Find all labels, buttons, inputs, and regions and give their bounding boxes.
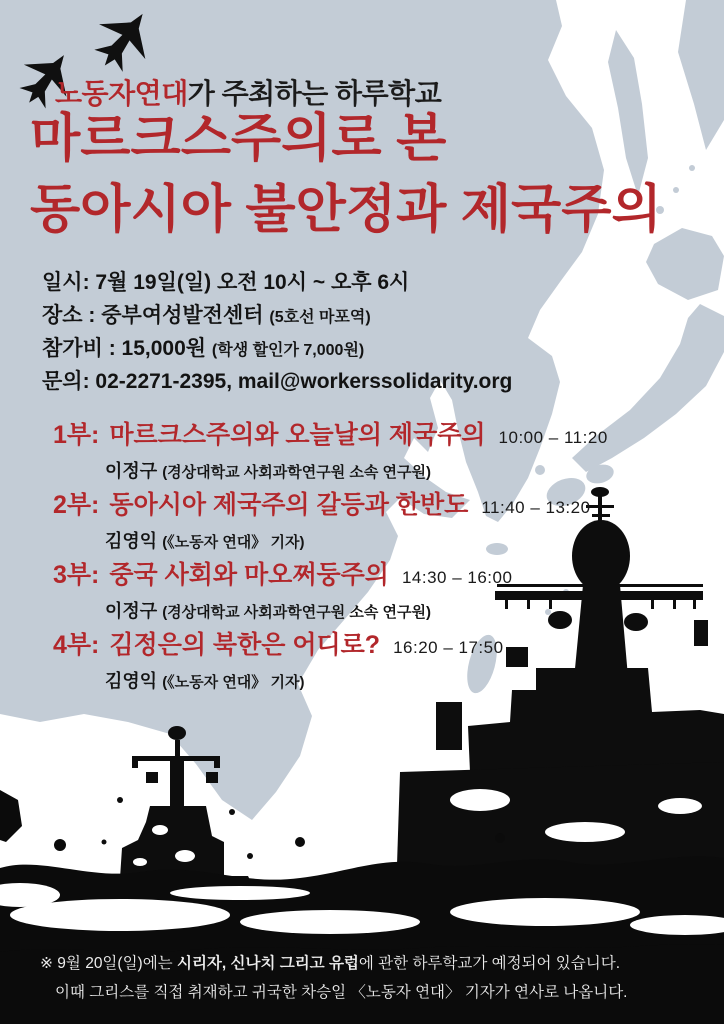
info-value: 02-2271-2395, mail@workerssolidarity.org <box>95 370 513 393</box>
poster-title <box>30 104 662 246</box>
info-value: 7월 19일(일) 오전 10시 ~ 오후 6시 <box>95 271 410 294</box>
info-row-date <box>42 266 512 299</box>
organizer-rest: 가 주최하는 하루학교 <box>187 78 442 109</box>
session-time: 14:30 – 16:00 <box>401 568 513 587</box>
poster-title-line2: 동아시아 불안정과 제국주의 <box>30 181 662 239</box>
speaker-name: 이정구 <box>105 461 158 481</box>
session-number: 1부: <box>53 421 100 449</box>
organizer-name: 노동자연대 <box>55 78 188 109</box>
info-row-contact <box>42 365 512 398</box>
event-info <box>42 266 512 398</box>
session-title: 동아시아 제국주의 갈등과 한반도 <box>109 491 469 519</box>
poster-title-line1: 마르크스주의로 본 <box>30 110 447 168</box>
footer-note-line2: 이때 그리스를 직접 취재하고 귀국한 차승일 〈노동자 연대〉 기자가 연사로 나옵니다. <box>55 984 628 1001</box>
session-3 <box>53 560 608 630</box>
session-2 <box>53 490 608 560</box>
session-number: 3부: <box>53 561 100 589</box>
session-title: 중국 사회와 마오쩌둥주의 <box>109 561 389 589</box>
footer-text: 에 관한 하루학교가 예정되어 있습니다. <box>358 955 621 972</box>
session-2-title-line <box>53 490 608 523</box>
session-4-speaker <box>105 667 608 693</box>
info-row-venue <box>42 299 512 332</box>
session-1 <box>53 420 608 490</box>
session-1-title-line <box>53 420 608 453</box>
session-2-speaker <box>105 527 608 553</box>
speaker-note: (경상대학교 사회과학연구원 소속 연구원) <box>162 464 432 481</box>
info-label: 장소 : <box>42 304 96 327</box>
speaker-note: (경상대학교 사회과학연구원 소속 연구원) <box>162 604 432 621</box>
session-time: 10:00 – 11:20 <box>498 428 608 447</box>
session-title: 마르크스주의와 오늘날의 제국주의 <box>109 421 486 449</box>
footer-note <box>40 949 627 1007</box>
speaker-note: (《노동자 연대》 기자) <box>162 674 305 691</box>
footer-text: ※ 9월 20일(일)에는 <box>40 955 177 972</box>
session-number: 4부: <box>53 631 100 659</box>
info-value: 15,000원 <box>121 337 207 360</box>
info-label: 참가비 : <box>42 337 116 360</box>
info-note: (5호선 마포역) <box>269 309 371 326</box>
footer-note-line1 <box>40 949 627 978</box>
session-3-title-line <box>53 560 608 593</box>
session-3-speaker <box>105 597 608 623</box>
info-note: (학생 할인가 7,000원) <box>211 342 365 359</box>
info-label: 문의: <box>42 370 90 393</box>
session-time: 16:20 – 17:50 <box>393 638 504 657</box>
info-label: 일시: <box>42 271 90 294</box>
info-row-fee <box>42 332 512 365</box>
session-4-title-line <box>53 630 608 663</box>
speaker-note: (《노동자 연대》 기자) <box>162 534 305 551</box>
session-number: 2부: <box>53 491 100 519</box>
speaker-name: 김영익 <box>105 531 158 551</box>
program-schedule <box>53 420 608 700</box>
footer-text-bold: 시리자, 신나치 그리고 유럽 <box>176 955 359 972</box>
speaker-name: 이정구 <box>105 601 158 621</box>
session-1-speaker <box>105 457 608 483</box>
info-value: 중부여성발전센터 <box>101 304 264 327</box>
session-title: 김정은의 북한은 어디로? <box>109 631 381 659</box>
session-time: 11:40 – 13:20 <box>481 498 591 517</box>
session-4 <box>53 630 608 700</box>
speaker-name: 김영익 <box>105 671 158 691</box>
